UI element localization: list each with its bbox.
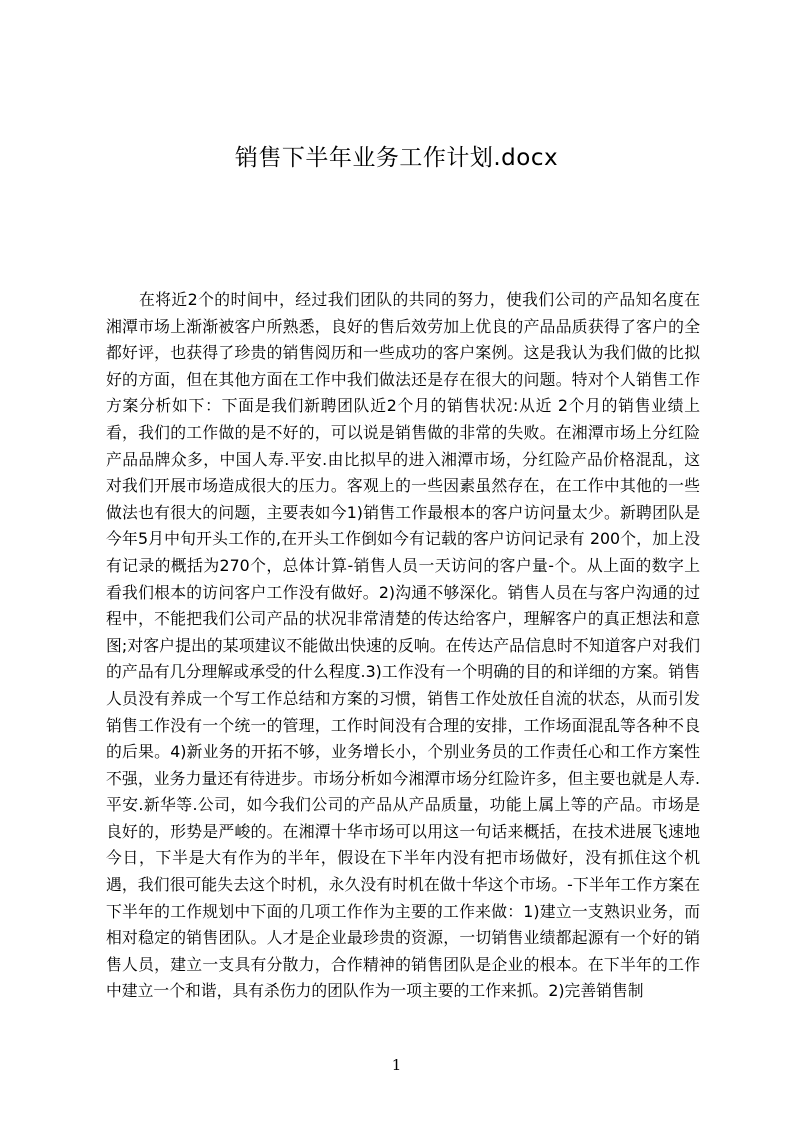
- page-number: 1: [391, 1056, 402, 1074]
- document-body-paragraph: 在将近2个的时间中，经过我们团队的共同的努力，使我们公司的产品知名度在湘潭市场上渐渐被客户所熟悉，良好的售后效劳加上优良的产品品质获得了客户的全都好评，也获得了珍贵的销售阅历和一些成功的客户案例。这是我认为我们做的比拟好的方面，但在其他方面在工作中我们做法还是存在很大的问题。特对个人销售工作方案分析如下：下面是我们新聘团队近2个月的销售状况:从近 2个月的销售业绩上看，我们的工作做的是不好的，可以说是销售做的非常的失败。在湘潭市场上分红险产品品牌众多，中国人寿.平安.由比拟早的进入湘潭市场，分红险产品价格混乱，这对我们开展市场造成很大的压力。客观上的一些因素虽然存在，在工作中其他的一些做法也有很大的问题，主要表如今1)销售工作最根本的客户访问量太少。新聘团队是今年5月中旬开头工作的,在开头工作倒如今有记载的客户访问记录有 200个，加上没有记录的概括为270个，总体计算-销售人员一天访问的客户量-个。从上面的数字上看我们根本的访问客户工作没有做好。2)沟通不够深化。销售人员在与客户沟通的过程中，不能把我们公司产品的状况非常清楚的传达给客户，理解客户的真正想法和意图;对客户提出的某项建议不能做出快速的反响。在传达产品信息时不知道客户对我们的产品有几分理解或承受的什么程度.3)工作没有一个明确的目的和详细的方案。销售人员没有养成一个写工作总结和方案的习惯，销售工作处放任自流的状态，从而引发销售工作没有一个统一的管理，工作时间没有合理的安排，工作场面混乱等各种不良的后果。4)新业务的开拓不够，业务增长小，个别业务员的工作责任心和工作方案性不强，业务力量还有待进步。市场分析如今湘潭市场分红险许多，但主要也就是人寿.平安.新华等.公司，如今我们公司的产品从产品质量，功能上属上等的产品。市场是良好的，形势是严峻的。在湘潭十华市场可以用这一句话来概括，在技术进展飞速地今日，下半是大有作为的半年，假设在下半年内没有把市场做好，没有抓住这个机遇，我们很可能失去这个时机，永久没有时机在做十华这个市场。-下半年工作方案在下半年的工作规划中下面的几项工作作为主要的工作来做：1)建立一支熟识业务，而相对稳定的销售团队。人才是企业最珍贵的资源，一切销售业绩都起源有一个好的销售人员，建立一支具有分散力，合作精神的销售团队是企业的根本。在下半年的工作中建立一个和谐，具有杀伤力的团队作为一项主要的工作来抓。2)完善销售制: [106, 290, 700, 1001]
- document-title: 销售下半年业务工作计划.docx: [234, 145, 559, 171]
